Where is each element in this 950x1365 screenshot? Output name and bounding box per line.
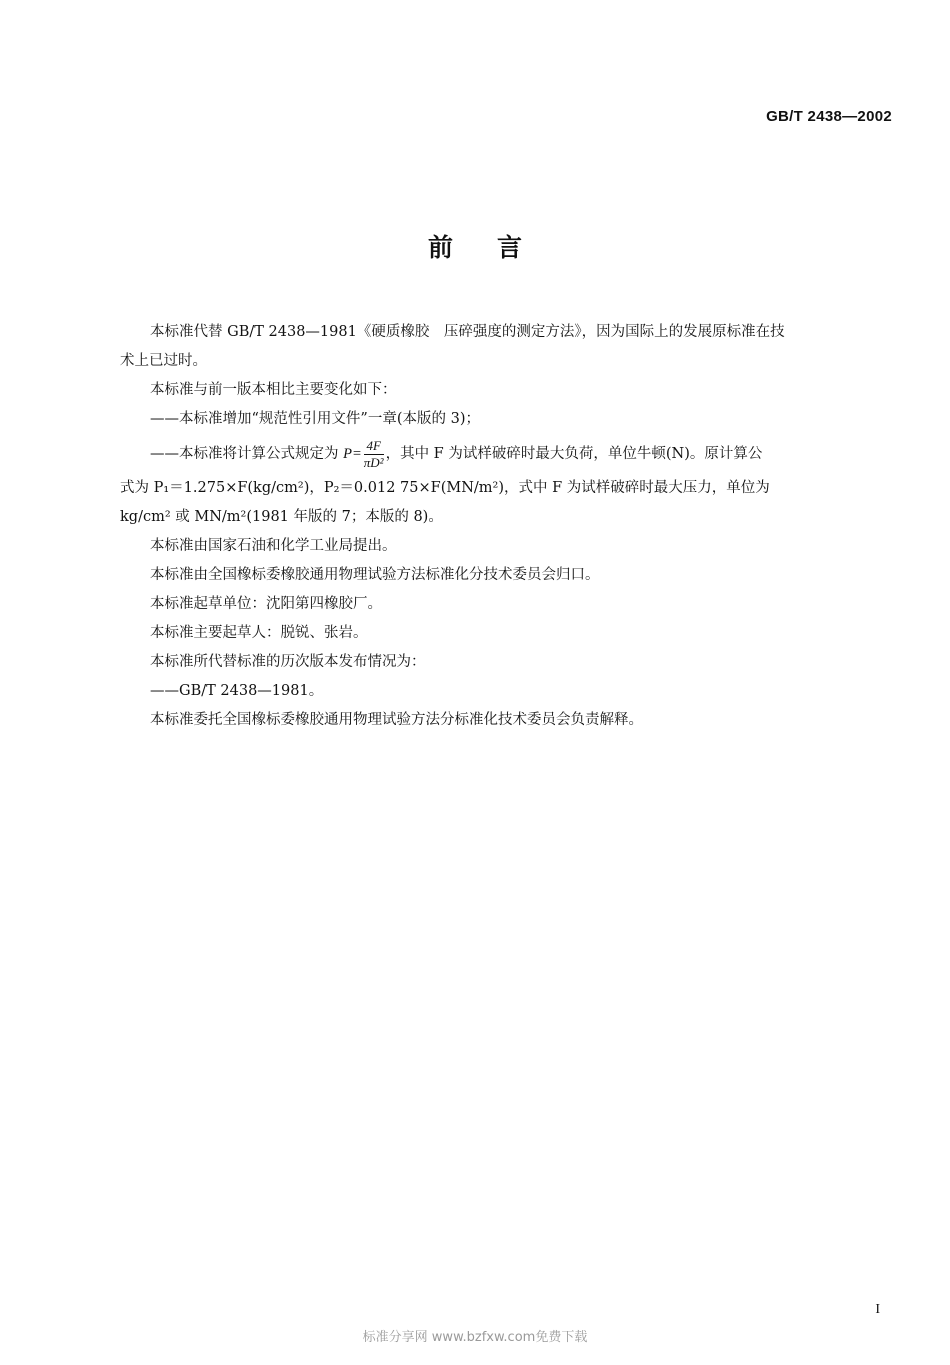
title-char-1: 前 [427, 233, 453, 262]
paragraph-history-intro: 本标准所代替标准的历次版本发布情况为： [150, 654, 426, 670]
change-item-formula [120, 434, 898, 474]
formula-lhs: P= [343, 446, 362, 462]
paragraph-changes-intro: 本标准与前一版本相比主要变化如下： [150, 382, 397, 398]
title-char-2: 言 [497, 233, 523, 262]
formula-numerator: 4F [364, 438, 384, 455]
formula-prefix: ——本标准将计算公式规定为 [150, 446, 344, 462]
history-item: ——GB/T 2438—1981。 [150, 683, 324, 699]
change-item-formula-cont: 式为 P₁＝1.275×F(kg/cm²)，P₂＝0.012 75×F(MN/m²)，式中 F 为试样破碎时最大压力，单位为 [120, 480, 770, 496]
change-item-formula-units: kg/cm² 或 MN/m²(1981 年版的 7；本版的 8)。 [120, 509, 443, 525]
page-number: I [875, 1302, 880, 1317]
paragraph-interpretation: 本标准委托全国橡标委橡胶通用物理试验方法分标准化技术委员会负责解释。 [150, 712, 643, 728]
formula-fraction [364, 438, 384, 471]
paragraph-replacement-cont: 术上已过时。 [120, 353, 207, 369]
page-title [0, 228, 950, 264]
paragraph-replacement: 本标准代替 GB/T 2438—1981《硬质橡胶 压碎强度的测定方法》，因为国际上的发展原标准在技 [150, 324, 785, 340]
paragraph-drafting-unit: 本标准起草单位：沈阳第四橡胶厂。 [150, 596, 382, 612]
change-item-references: ——本标准增加“规范性引用文件”一章(本版的 3)； [150, 411, 480, 427]
formula-denominator: πD² [363, 454, 384, 470]
watermark: 标准分享网 www.bzfxw.com免费下载 [362, 1330, 588, 1345]
paragraph-drafters: 本标准主要起草人：脱锐、张岩。 [150, 625, 368, 641]
standard-code: GB/T 2438—2002 [766, 108, 892, 125]
paragraph-proposer: 本标准由国家石油和化学工业局提出。 [150, 538, 397, 554]
foreword-body [120, 318, 898, 735]
formula-suffix: ，其中 F 为试样破碎时最大负荷，单位牛顿(N)。原计算公 [385, 446, 763, 462]
paragraph-committee: 本标准由全国橡标委橡胶通用物理试验方法标准化分技术委员会归口。 [150, 567, 600, 583]
